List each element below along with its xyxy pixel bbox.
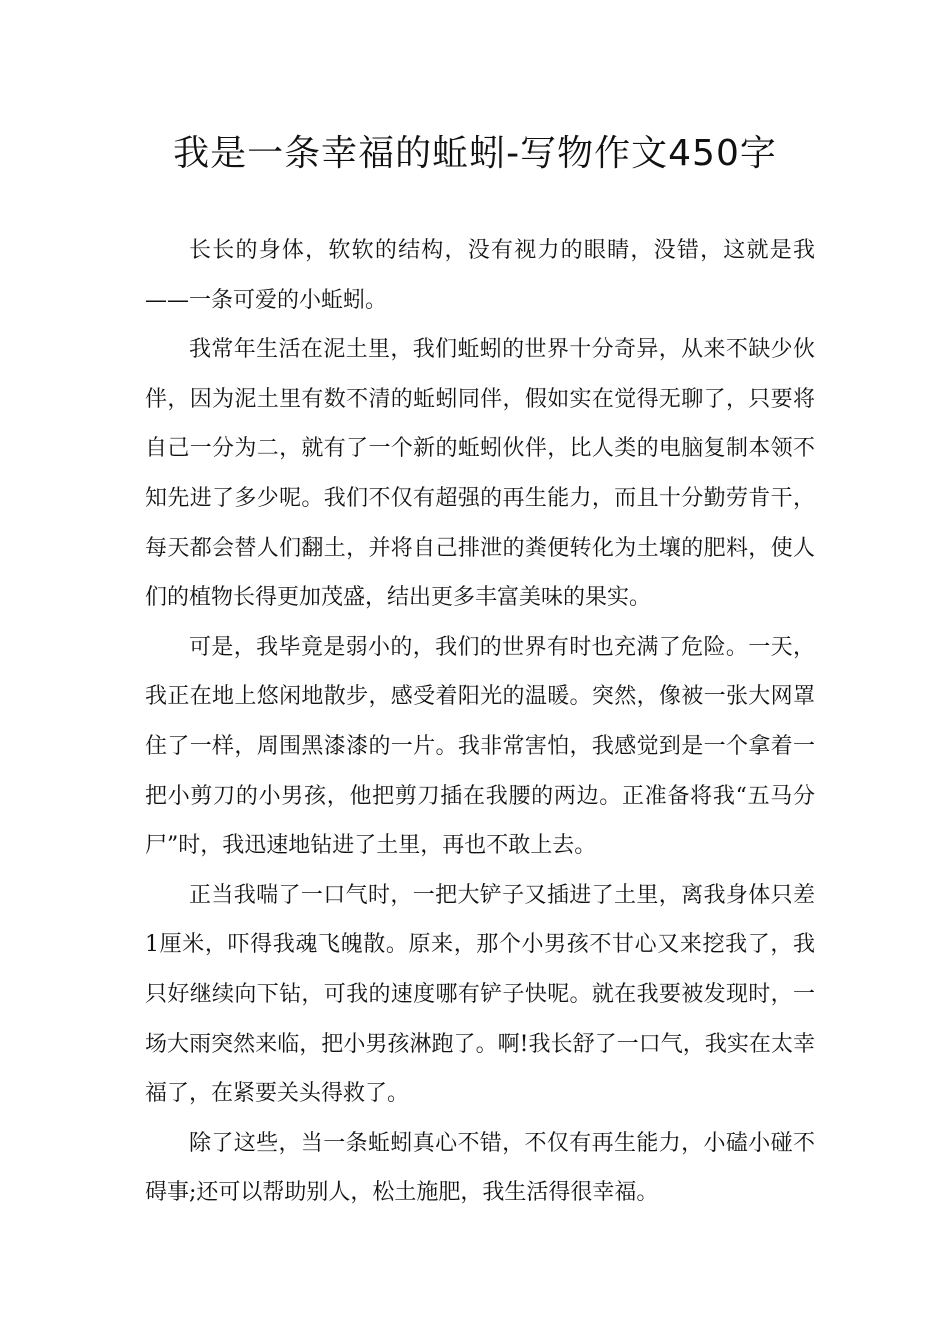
paragraph-1: 长长的身体，软软的结构，没有视力的眼睛，没错，这就是我——一条可爱的小蚯蚓。 (145, 238, 815, 313)
paragraph-3: 可是，我毕竟是弱小的，我们的世界有时也充满了危险。一天，我正在地上悠闲地散步，感受着阳光的温暖。突然，像被一张大网罩住了一样，周围黑漆漆的一片。我非常害怕，我感觉到是一个拿着一把小剪刀的小男孩，他把剪刀插在我腰的两边。正准备将我“五马分尸”时，我迅速地钻进了土里，再也不敢上去。 (145, 634, 815, 859)
document-title: 我是一条幸福的蚯蚓-写物作文450字 (173, 133, 777, 174)
paragraph-4: 正当我喘了一口气时，一把大铲子又插进了土里，离我身体只差1厘米，吓得我魂飞魄散。原来，那个小男孩不甘心又来挖我了，我只好继续向下钻，可我的速度哪有铲子快呢。就在我要被发现时，一场大雨突然来临，把小男孩淋跑了。啊!我长舒了一口气，我实在太幸福了，在紧要关头得救了。 (145, 882, 815, 1107)
document-body (145, 226, 815, 1218)
paragraph-5: 除了这些，当一条蚯蚓真心不错，不仅有再生能力，小磕小碰不碍事;还可以帮助别人，松土施肥，我生活得很幸福。 (145, 1130, 815, 1206)
paragraph-2: 我常年生活在泥土里，我们蚯蚓的世界十分奇异，从来不缺少伙伴，因为泥土里有数不清的蚯蚓同伴，假如实在觉得无聊了，只要将自己一分为二，就有了一个新的蚯蚓伙伴，比人类的电脑复制本领不知先进了多少呢。我们不仅有超强的再生能力，而且十分勤劳肯干，每天都会替人们翻土，并将自己排泄的粪便转化为土壤的肥料，使人们的植物长得更加茂盛，结出更多丰富美味的果实。 (145, 337, 815, 611)
